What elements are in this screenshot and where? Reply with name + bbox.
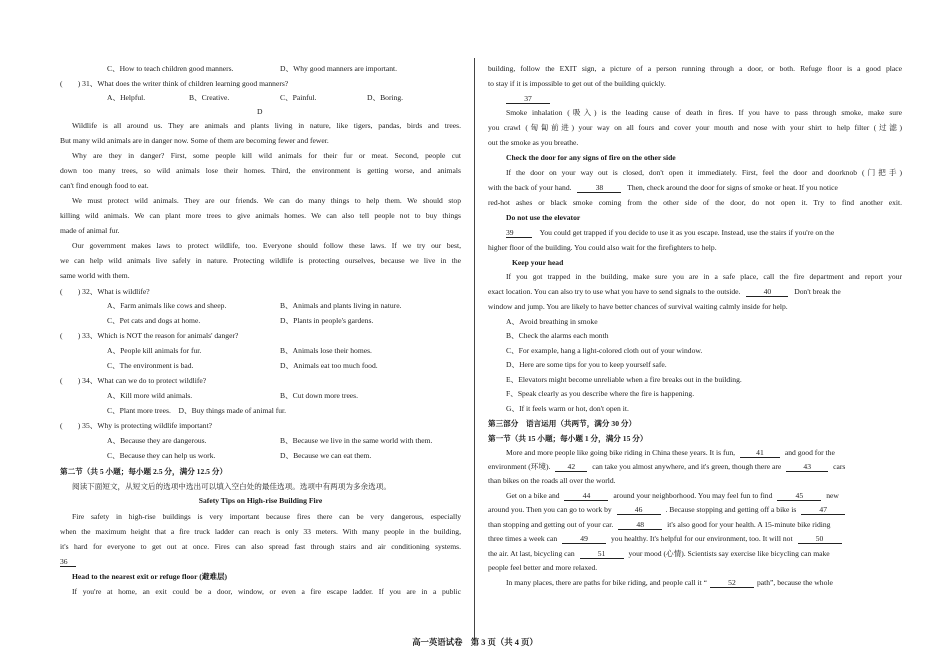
q34-option-a: A、Kill more wild animals.	[107, 391, 193, 400]
cloze-line: In many places, there are paths for bike riding, and people call it “ 52 path”, because the whole	[506, 578, 833, 587]
column-divider	[474, 58, 475, 640]
elevator-paragraph-line: 39 You could get trapped if you decide to use it as you escape. Instead, use the stairs if you're on the	[506, 228, 835, 237]
q35-question: ( ) 35、Why is protecting wildlife important?	[60, 421, 213, 430]
keep-paragraph-line: exact location. You can also try to use what you have to send signals to the outside. 40 Don't break the	[488, 287, 841, 296]
option-line: A、Avoid breathing in smoke	[506, 317, 598, 326]
q31-question: ( ) 31、What does the writer think of children learning good manners?	[60, 79, 289, 88]
q31-option-d: D、Boring.	[367, 93, 404, 102]
q33-option-d: D、Animals eat too much food.	[280, 361, 378, 370]
passage-d-line: Wildlife is all around us. They are animals and plants living in nature, like tigers, pandas, birds and trees.	[72, 121, 461, 130]
passage-d-line: same world with them.	[60, 271, 130, 280]
passage-d-line: killing wild animals. We can plant more trees to give animals homes. We can also tell people not to buy things	[60, 211, 461, 220]
blank-48: 48	[618, 520, 662, 530]
blank-38: 38	[577, 183, 621, 193]
blank-47: 47	[801, 505, 845, 515]
option-line: B、Check the alarms each month	[506, 331, 609, 340]
door-paragraph-line: If the door on your way out is closed, don't open it immediately. First, feel the door and doorknob (门把手)	[506, 168, 902, 177]
blank-42: 42	[555, 462, 587, 472]
heading-nearest-exit: Head to the nearest exit or refuge floor (避难层)	[72, 572, 228, 581]
q33-question: ( ) 33、Which is NOT the reason for animals' danger?	[60, 331, 239, 340]
smoke-paragraph-line: out the smoke as you breathe.	[488, 138, 579, 147]
q34-option-b: B、Cut down more trees.	[280, 391, 359, 400]
blank-36: 36	[60, 557, 76, 567]
cloze-line: three times a week can 49 you healthy. It's helpful for our environment, too. It will not 50	[488, 534, 902, 544]
cloze-line: around you. Then you can go to work by 46 . Because stopping and getting off a bike is 47	[488, 505, 902, 515]
cloze-line: Get on a bike and 44 around your neighborhood. You may feel fun to find 45 new	[506, 491, 839, 500]
option-line: G、If it feels warm or hot, don't open it.	[506, 404, 629, 413]
q35-option-b: B、Because we live in the same world with them.	[280, 436, 433, 445]
q34-question: ( ) 34、What can we do to protect wildlife?	[60, 376, 207, 385]
blank-40: 40	[746, 287, 788, 297]
q33-option-b: B、Animals lose their homes.	[280, 346, 372, 355]
exit-continued-line: to stay if it is impossible to get out of the building quickly.	[488, 79, 666, 88]
passage-d-line: We must protect wild animals. They are our friends. We can do many things to help them. We should stop	[72, 196, 461, 205]
blank-43: 43	[786, 462, 828, 472]
blank-44: 44	[564, 491, 608, 501]
passage-d-line: Our government makes laws to protect wildlife, too. Everyone should follow these laws. If we try our best,	[72, 241, 461, 250]
cloze-line: environment (环境). 42 can take you almost anywhere, and it's green, though there are 43 cars	[488, 462, 846, 471]
door-paragraph-line: red-hot ashes or black smoke coming from the other side of the door, do not open it. Try to find another exit.	[488, 198, 902, 207]
q32-question: ( ) 32、What is wildlife?	[60, 287, 150, 296]
q31-option-c: C、Painful.	[280, 93, 317, 102]
blank-41: 41	[740, 448, 780, 458]
keep-paragraph-line: If you got trapped in the building, make sure you are in a safe place, call the fire department and report your	[506, 272, 902, 281]
fire-paragraph-line: it's hard for everyone to get out at once. Fires can also spread fast through stairs and air conditioning systems.	[60, 542, 461, 551]
q31-option-a: A、Helpful.	[107, 93, 146, 102]
part3-section1-heading: 第一节（共 15 小题；每小题 1 分，满分 15 分）	[488, 434, 648, 443]
smoke-paragraph-line: Smoke inhalation (吸入) is the leading cause of death in fires. If you have to pass through smoke, make sure	[506, 108, 902, 117]
option-line: D、Here are some tips for you to keep yourself safe.	[506, 360, 667, 369]
heading-check-door: Check the door for any signs of fire on the other side	[506, 153, 676, 162]
cloze-line: the air. At last, bicycling can 51 your mood (心情). Scientists say exercise like bicycling can make	[488, 549, 830, 558]
q32-option-a: A、Farm animals like cows and sheep.	[107, 301, 227, 310]
q33-option-c: C、The environment is bad.	[107, 361, 194, 370]
blank-49: 49	[562, 534, 606, 544]
door-paragraph-line: with the back of your hand. 38 Then, check around the door for signs of smoke or heat. If you notice	[488, 183, 838, 192]
fire-article-title: Safety Tips on High-rise Building Fire	[198, 496, 323, 505]
part3-heading: 第三部分 语言运用（共两节，满分 30 分）	[488, 419, 637, 428]
heading-keep-your-head: Keep your head	[512, 258, 564, 267]
option-line: F、Speak clearly as you describe where the fire is happening.	[506, 389, 695, 398]
passage-d-line: Why are they in danger? First, some people kill wild animals for their fur or meat. Second, people cut	[72, 151, 461, 160]
keep-paragraph-line: window and jump. You are likely to have better chances of survival waiting calmly inside for help.	[488, 302, 788, 311]
exit-paragraph-line: If you're at home, an exit could be a door, window, or even a fire escape ladder. If you are in a public	[72, 587, 461, 596]
cloze-line: than bikes on the roads all over the world.	[488, 476, 616, 485]
passage-d-line: But many wild animals are in danger now. Some of them are becoming fewer and fewer.	[60, 136, 329, 145]
passage-d-label: D	[257, 107, 263, 116]
passage-d-line: made of animal fur.	[60, 226, 120, 235]
blank-39: 39	[506, 228, 532, 238]
cloze-line: people feel better and more relaxed.	[488, 563, 598, 572]
blank-50: 50	[798, 534, 842, 544]
q34-option-cd: C、Plant more trees. D、Buy things made of animal fur.	[107, 406, 287, 415]
fire-paragraph-line: when the maximum height that a fire truck ladder can reach is only 33 meters. With many people in the building,	[60, 527, 461, 536]
passage-d-line: can't find enough food to eat.	[60, 181, 149, 190]
blank-51: 51	[580, 549, 624, 559]
q32-option-b: B、Animals and plants living in nature.	[280, 301, 402, 310]
q33-option-a: A、People kill animals for fur.	[107, 346, 202, 355]
blank-46: 46	[617, 505, 661, 515]
q35-option-a: A、Because they are dangerous.	[107, 436, 207, 445]
cloze-line: More and more people like going bike riding in China these years. It is fun, 41 and good for the	[506, 448, 835, 457]
q32-option-c: C、Pet cats and dogs at home.	[107, 316, 201, 325]
blank-52: 52	[710, 578, 754, 588]
q35-option-d: D、Because we can eat them.	[280, 451, 372, 460]
q35-option-c: C、Because they can help us work.	[107, 451, 216, 460]
heading-elevator: Do not use the elevator	[506, 213, 581, 222]
fire-paragraph-line: Fire safety in high-rise buildings is very important because fires there can be very dangerous, especially	[72, 512, 461, 521]
section2-heading: 第二节（共 5 小题；每小题 2.5 分，满分 12.5 分）	[60, 467, 228, 476]
blank-37: 37	[506, 94, 550, 104]
q31-option-b: B、Creative.	[189, 93, 230, 102]
passage-d-line: we can help wild animals live safely in nature. Protecting wildlife is protecting ourselves, because we live in the	[60, 256, 461, 265]
option-line: E、Elevators might become unreliable when a fire breaks out in the building.	[506, 375, 742, 384]
cloze-line: than stopping and getting out of your car. 48 it's also good for your health. A 15-minute bike riding	[488, 520, 831, 529]
q30-option-d: D、Why good manners are important.	[280, 64, 398, 73]
exit-continued-line: building, follow the EXIT sign, a picture of a person running through a door, or both. Refuge floor is a good place	[488, 64, 902, 73]
elevator-paragraph-line: higher floor of the building. You could also wait for the firefighters to help.	[488, 243, 717, 252]
blank-45: 45	[777, 491, 821, 501]
q32-option-d: D、Plants in people's gardens.	[280, 316, 374, 325]
page-footer: 高一英语试卷 第 3 页（共 4 页）	[412, 638, 538, 647]
passage-d-line: down too many trees, so wild animals lose their homes. Third, the environment is getting worse, and animals	[60, 166, 461, 175]
q30-option-c: C、How to teach children good manners.	[107, 64, 234, 73]
smoke-paragraph-line: you crawl (匈匐前进) your way on all fours and cover your mouth and nose with your shirt to help filter (过滤)	[488, 123, 902, 132]
section2-instruction: 阅读下面短文，从短文后的选项中选出可以填入空白处的最佳选项。选项中有两项为多余选项。	[72, 482, 391, 491]
option-line: C、For example, hang a light-colored cloth out of your window.	[506, 346, 703, 355]
